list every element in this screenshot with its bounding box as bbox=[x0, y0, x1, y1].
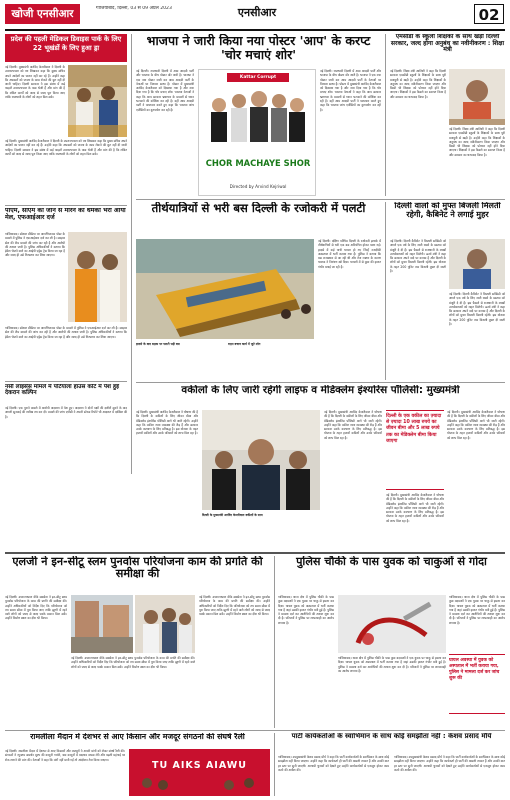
story-headline: पार्टी कार्यकर्ताओं के स्वाभिमान के साथ कोई समझौता नहीं : केशव प्रसाद मौर्य bbox=[291, 733, 492, 740]
poster-tag: Kattar Corrupt bbox=[227, 73, 289, 82]
story-headline: वकीलों के लिए जारी रहेगी लाइफ व मेडिक्लेम इंश्योरेंस पॉलिसी: मुख्यमंत्री bbox=[181, 385, 460, 396]
section-title: एनसीआर bbox=[237, 6, 277, 19]
divider bbox=[136, 199, 505, 200]
divider bbox=[5, 381, 127, 382]
story-headline: भाजपा ने जारी किया नया पोस्टर 'आप' के करप्ट 'चोर मचाएं शोर' bbox=[146, 34, 371, 62]
story-body: गाजियाबाद। सोशल मीडिया पर आपत्तिजनक पोस्ट के मामले में पुलिस ने एफआईआर दर्ज कर ली है। साइबर सेल की टीम मामले की जांच कर रही है और आरोपी की तलाश जारी है। पुलिस अधिकारियों ने बताया कि ईमेल भेजने वाले का आईपी एड्रेस ट्रेस किया जा रहा है और जल्द ही उसे गिरफ्तार कर लिया जाएगा। bbox=[5, 232, 65, 258]
story-body-continued: नई दिल्ली। शिक्षा मंत्री आतिशी ने कहा कि दिल्ली सरकार एमसीडी स्कूलों के शिक्षकों के साथ पूरी मजबूती से खड़ी है। उन्होंने कहा कि शिक्षकों के अनुबंध का जल्द नवीनीकरण किया जाएगा और किसी भी शिक्षक को परेशान नहीं होने दिया जाएगा। शिक्षकों ने इस फैसले का स्वागत किया है और सरकार का धन्यवाद किया है। bbox=[449, 127, 505, 157]
story-party-workers bbox=[278, 733, 505, 796]
story-body: नई दिल्ली। एक पुराने मामले में आरोपी अदालत में पेश हुए। अदालत ने दोनों पक्षों की दलीलें सुनने के बाद अगली सुनवाई की तारीख तय कर दी। मामले की जांच एजेंसी ने अपनी स्टेटस रिपोर्ट भी अदालत में दाखिल की है। bbox=[5, 406, 127, 419]
poster-title: CHOR MACHAYE SHOR bbox=[205, 158, 311, 168]
minister-photo bbox=[449, 239, 505, 289]
story-body: नई दिल्ली। शिक्षा मंत्री आतिशी ने कहा कि दिल्ली सरकार एमसीडी स्कूलों के शिक्षकों के साथ पूरी मजबूती से खड़ी है। उन्होंने कहा कि शिक्षकों के अनुबंध का जल्द नवीनीकरण किया जाएगा और किसी भी शिक्षक को परेशान नहीं होने दिया जाएगा। शिक्षकों ने इस फैसले का स्वागत किया है और सरकार का धन्यवाद किया है। bbox=[390, 69, 446, 99]
story-body: नई दिल्ली। राजधानी दिल्ली में आम आदमी पार्टी और भाजपा के बीच पोस्टर वॉर जारी है। भाजपा ने एक नया पोस्टर जारी कर आम आदमी पार्टी के नेताओं पर निशाना साधा है। पोस्टर में मुख्यमंत्री अरविंद केजरीवाल को दिखाया गया है और नारा दिया गया है कि चोर मचाए शोर। भाजपा नेताओं ने कहा कि आप सरकार भ्रष्टाचार के मामलों से ध्यान भटकाने की कोशिश कर रही है। वहीं आम आदमी पार्टी ने पलटवार करते हुए कहा कि भाजपा जांच एजेंसियों का दुरुपयोग कर रही है। bbox=[136, 69, 194, 112]
story-body-continued: गाजियाबाद। सोशल मीडिया पर आपत्तिजनक पोस्ट के मामले में पुलिस ने एफआईआर दर्ज कर ली है। साइबर सेल की टीम मामले की जांच कर रही है और आरोपी की तलाश जारी है। पुलिस अधिकारियों ने बताया कि ईमेल भेजने वाले का आईपी एड्रेस ट्रेस किया जा रहा है और जल्द ही उसे गिरफ्तार कर लिया जाएगा। bbox=[5, 326, 127, 339]
story-body-continued: नई दिल्ली। राजधानी दिल्ली में आम आदमी पार्टी और भाजपा के बीच पोस्टर वॉर जारी है। भाजपा ने एक नया पोस्टर जारी कर आम आदमी पार्टी के नेताओं पर निशाना साधा है। पोस्टर में मुख्यमंत्री अरविंद केजरीवाल को दिखाया गया है और नारा दिया गया है कि चोर मचाए शोर। भाजपा नेताओं ने कहा कि आप सरकार भ्रष्टाचार के मामलों से ध्यान भटकाने की कोशिश कर रही है। वहीं आम आदमी पार्टी ने पलटवार करते हुए कहा कि भाजपा जांच एजेंसियों का दुरुपयोग कर रही है। bbox=[320, 69, 381, 112]
story-slum-project bbox=[5, 556, 270, 728]
page-number: 02 bbox=[474, 4, 504, 24]
photo-caption-right: राहत बचाव कार्य में जुटे लोग bbox=[228, 342, 261, 346]
story-headline: एलजी ने इन-सीटू स्लम पुनर्वास परियोजना काम की प्रगति की समीक्षा की bbox=[12, 556, 263, 581]
story-free-electricity bbox=[390, 202, 505, 380]
story-body: नई दिल्ली। रामलीला मैदान में देशभर से आए किसानों और मजदूरों ने अपनी मांगों को लेकर संघर्ष रैली की। संगठनों ने न्यूनतम समर्थन मूल्य की कानूनी गारंटी, श्रम कानूनों में बदलाव वापस लेने और बढ़ती महंगाई पर रोक लगाने की मांग की। नेताओं ने कहा कि मांगें नहीं मानी गईं तो आंदोलन तेज किया जाएगा। bbox=[5, 749, 125, 762]
story-body: नई दिल्ली। दिल्ली कैबिनेट ने बिजली सब्सिडी को अगले एक वर्ष के लिए जारी रखने के प्रस्ताव को मंजूरी दे दी है। इस फैसले से राजधानी के लाखों उपभोक्ताओं को राहत मिलेगी। ऊर्जा मंत्री ने कहा कि सरकार अपने वादे पर कायम है और दिल्ली के लोगों को मुफ्त बिजली मिलती रहेगी। इस योजना के तहत 200 यूनिट तक बिजली मुफ्त दी जाती है। bbox=[390, 239, 446, 274]
lg-visit-photo bbox=[71, 595, 133, 653]
story-threat-mail bbox=[5, 208, 127, 380]
callout-box: घायल अवस्था में युवक को अस्पताल में भर्ती कराया गया, पुलिस ने मामला दर्ज कर जांच शुरू की bbox=[449, 654, 505, 714]
column-divider bbox=[131, 34, 132, 474]
lg-meeting-photo bbox=[135, 595, 195, 653]
story-police-stabbing bbox=[278, 556, 505, 728]
divider bbox=[5, 730, 505, 731]
brand-logo: खोजी एनसीआर bbox=[5, 4, 80, 24]
story-body: नई दिल्ली। उपराज्यपाल वीके सक्सेना ने इन-सीटू स्लम पुनर्वास परियोजना के काम की प्रगति की समीक्षा की। उन्होंने अधिकारियों को निर्देश दिए कि परियोजना को तय समय सीमा में पूरा किया जाए ताकि झुग्गी में रहने वाले लोगों को जल्द से जल्द पक्के मकान मिल सकें। उन्होंने निर्माण स्थल का दौरा भी किया। bbox=[5, 595, 67, 621]
rally-photo bbox=[129, 749, 270, 796]
story-lawyers-insurance bbox=[136, 385, 505, 550]
story-headline: तीर्थयात्रियों से भरी बस दिल्ली के रजोकरी में पलटी bbox=[151, 202, 366, 215]
pull-quote: दिल्ली के एक वकील का ज़्यादा से ज़्यादा 10 लाख रुपये का जीवन बीमा और 5 लाख रुपये तक का मेडिक्लेम बीमा किया जाएगा bbox=[386, 410, 444, 490]
story-body: नई दिल्ली। मुख्यमंत्री अरविंद केजरीवाल ने दिल्ली के उपराज्यपाल को पत्र लिखकर कहा कि मुख्य सचिव अपने आदेशों का पालन नहीं कर रहे हैं। उन्होंने कहा कि अफसरों को जनता के काम रोकने की छूट नहीं दी जानी चाहिए। दिल्ली सरकार ने इस संबंध में कई फाइलें उपराज्यपाल के पास भेजी हैं और मांग की है कि लंबित कार्यों को जल्द से जल्द पूरा किया जाए ताकि राजधानी के लोगों को राहत मिल सके। bbox=[5, 65, 65, 100]
photo-caption-left: हादसे के बाद सड़क पर पलटी पड़ी बस bbox=[136, 342, 180, 346]
story-farmers-rally bbox=[5, 733, 270, 796]
bjp-poster bbox=[198, 69, 316, 196]
divider bbox=[5, 552, 505, 554]
minister-photo bbox=[449, 69, 505, 125]
officials-photo bbox=[68, 232, 127, 322]
story-headline: प्रदेश की पहली मेडिकल डिवाइस पार्क के लिए 22 भूखंडों के लिए हुआ ड्रा bbox=[5, 34, 127, 62]
story-body-continued: गाजियाबाद। थाना क्षेत्र में पुलिस चौकी के पास कुछ बदमाशों ने एक युवक पर चाकू से हमला कर दिया। घायल युवक को अस्पताल में भर्ती कराया गया है जहां उसकी हालत गंभीर बनी हुई है। पुलिस ने मामला दर्ज कर आरोपियों की तलाश शुरू कर दी है। परिजनों ने पुलिस पर लापरवाही का आरोप लगाया है। bbox=[449, 595, 505, 625]
story-aap-poster bbox=[136, 34, 381, 196]
story-body-continued: नई दिल्ली। मुख्यमंत्री अरविंद केजरीवाल ने घोषणा की है कि दिल्ली के वकीलों के लिए जीवन बीमा और मेडिक्लेम इंश्योरेंस पॉलिसी आगे भी जारी रहेगी। उन्होंने कहा कि वकील न्याय व्यवस्था की रीढ़ हैं और सरकार उनके कल्याण के लिए प्रतिबद्ध है। इस योजना के तहत हजारों वकीलों और उनके परिवारों को लाभ मिल रहा है। bbox=[324, 410, 382, 440]
masthead-rule bbox=[5, 29, 505, 31]
rally-banner-text: TU AIKS AIAWU bbox=[152, 760, 247, 771]
story-headline: नर्सी लाइसेंस मामले में पटियाला हाउस कोर्ट में पेश हुई देकरान कल्पिन bbox=[5, 384, 119, 397]
story-body-continued: नई दिल्ली। दिल्ली कैबिनेट ने बिजली सब्सिडी को अगले एक वर्ष के लिए जारी रखने के प्रस्ताव को मंजूरी दे दी है। इस फैसले से राजधानी के लाखों उपभोक्ताओं को राहत मिलेगी। ऊर्जा मंत्री ने कहा कि सरकार अपने वादे पर कायम है और दिल्ली के लोगों को मुफ्त बिजली मिलती रहेगी। इस योजना के तहत 200 यूनिट तक बिजली मुफ्त दी जाती है। bbox=[449, 292, 505, 327]
story-court bbox=[5, 384, 127, 480]
story-body: नई दिल्ली। मुख्यमंत्री अरविंद केजरीवाल ने घोषणा की है कि दिल्ली के वकीलों के लिए जीवन बीमा और मेडिक्लेम इंश्योरेंस पॉलिसी आगे भी जारी रहेगी। उन्होंने कहा कि वकील न्याय व्यवस्था की रीढ़ हैं और सरकार उनके कल्याण के लिए प्रतिबद्ध है। इस योजना के तहत हजारों वकीलों और उनके परिवारों को लाभ मिल रहा है। bbox=[136, 410, 198, 436]
story-headline: दिल्ली वालों को मुफ्त बिजली मिलती रहेगी, कैबिनेट ने लगाई मुहर bbox=[394, 202, 501, 219]
poster-credit: Directed by Arvind Kejriwal bbox=[229, 184, 287, 189]
story-teachers bbox=[390, 34, 505, 196]
story-body-continued: नई दिल्ली। मुख्यमंत्री अरविंद केजरीवाल ने घोषणा की है कि दिल्ली के वकीलों के लिए जीवन बीमा और मेडिक्लेम इंश्योरेंस पॉलिसी आगे भी जारी रहेगी। उन्होंने कहा कि वकील न्याय व्यवस्था की रीढ़ हैं और सरकार उनके कल्याण के लिए प्रतिबद्ध है। इस योजना के तहत हजारों वकीलों और उनके परिवारों को लाभ मिल रहा है। bbox=[386, 493, 444, 523]
story-body-continued: नई दिल्ली। मुख्यमंत्री अरविंद केजरीवाल ने दिल्ली के उपराज्यपाल को पत्र लिखकर कहा कि मुख्य सचिव अपने आदेशों का पालन नहीं कर रहे हैं। उन्होंने कहा कि अफसरों को जनता के काम रोकने की छूट नहीं दी जानी चाहिए। दिल्ली सरकार ने इस संबंध में कई फाइलें उपराज्यपाल के पास भेजी हैं और मांग की है कि लंबित कार्यों को जल्द से जल्द पूरा किया जाए ताकि राजधानी के लोगों को राहत मिल सके। bbox=[5, 139, 127, 156]
story-headline: पीएम, सीएम को जान से मारने की धमकी भरा आया मेल, एफआईआर दर्ज bbox=[5, 208, 126, 221]
column-divider bbox=[385, 34, 386, 196]
story-body: गाजियाबाद। थाना क्षेत्र में पुलिस चौकी के पास कुछ बदमाशों ने एक युवक पर चाकू से हमला कर दिया। घायल युवक को अस्पताल में भर्ती कराया गया है जहां उसकी हालत गंभीर बनी हुई है। पुलिस ने मामला दर्ज कर आरोपियों की तलाश शुरू कर दी है। परिजनों ने पुलिस पर लापरवाही का आरोप लगाया है। bbox=[278, 595, 334, 625]
story-body: नई दिल्ली। दक्षिण पश्चिम दिल्ली के रजोकरी इलाके में तीर्थयात्रियों से भरी एक बस अनियंत्रित होकर पलट गई। हादसे में कई यात्री घायल हो गए जिन्हें नजदीकी अस्पताल में भर्ती कराया गया है। पुलिस ने बताया कि बस राजस्थान से आ रही थी और तेज रफ्तार के कारण चालक ने नियंत्रण खो दिया। घायलों में से कुछ की हालत गंभीर बताई जा रही है। bbox=[318, 239, 381, 269]
story-headline: एमसीडी के स्कूली शिक्षकों के साथ खड़ी दिल्ली सरकार, जल्द होगा अनुबंध का नवीनीकरण : शिक्षा मंत्री bbox=[390, 34, 505, 54]
column-divider bbox=[274, 556, 275, 728]
bus-accident-photo bbox=[136, 239, 314, 339]
cm-lawyers-photo bbox=[202, 410, 320, 510]
story-body-continued: नई दिल्ली। उपराज्यपाल वीके सक्सेना ने इन-सीटू स्लम पुनर्वास परियोजना के काम की प्रगति की समीक्षा की। उन्होंने अधिकारियों को निर्देश दिए कि परियोजना को तय समय सीमा में पूरा किया जाए ताकि झुग्गी में रहने वाले लोगों को जल्द से जल्द पक्के मकान मिल सकें। उन्होंने निर्माण स्थल का दौरा भी किया। bbox=[199, 595, 270, 617]
photo-caption: दिल्ली के मुख्यमंत्री अरविंद केजरीवाल वकीलों के साथ bbox=[202, 513, 263, 517]
story-headline: रामलीला मैदान में देशभर से आए किसान और मजदूर संगठनों की संघर्ष रैली bbox=[30, 733, 245, 741]
story-body-continued: नई दिल्ली। उपराज्यपाल वीके सक्सेना ने इन-सीटू स्लम पुनर्वास परियोजना के काम की प्रगति की समीक्षा की। उन्होंने अधिकारियों को निर्देश दिए कि परियोजना को तय समय सीमा में पूरा किया जाए ताकि झुग्गी में रहने वाले लोगों को जल्द से जल्द पक्के मकान मिल सकें। उन्होंने निर्माण स्थल का दौरा भी किया। bbox=[71, 656, 195, 669]
story-cm-protest bbox=[5, 34, 127, 204]
protest-photo bbox=[68, 65, 127, 137]
crime-scene-photo bbox=[338, 595, 446, 653]
story-body: गाजियाबाद। उपमुख्यमंत्री केशव प्रसाद मौर्य ने कहा कि पार्टी कार्यकर्ताओं के स्वाभिमान के साथ कोई समझौता नहीं किया जाएगा। उन्होंने कहा कि कार्यकर्ता ही पार्टी की असली ताकत हैं और उनकी बात हर स्तर पर सुनी जाएगी। आगामी चुनावों को देखते हुए उन्होंने कार्यकर्ताओं से एकजुट होकर काम करने की अपील की। bbox=[278, 755, 389, 772]
dateline: गाजियाबाद, दिल्ली, 03 से 09 अप्रैल 2023 bbox=[96, 6, 172, 11]
story-body-continued: गाजियाबाद। उपमुख्यमंत्री केशव प्रसाद मौर्य ने कहा कि पार्टी कार्यकर्ताओं के स्वाभिमान के साथ कोई समझौता नहीं किया जाएगा। उन्होंने कहा कि कार्यकर्ता ही पार्टी की असली ताकत हैं और उनकी बात हर स्तर पर सुनी जाएगी। आगामी चुनावों को देखते हुए उन्होंने कार्यकर्ताओं से एकजुट होकर काम करने की अपील की। bbox=[394, 755, 505, 772]
story-body-continued: गाजियाबाद। थाना क्षेत्र में पुलिस चौकी के पास कुछ बदमाशों ने एक युवक पर चाकू से हमला कर दिया। घायल युवक को अस्पताल में भर्ती कराया गया है जहां उसकी हालत गंभीर बनी हुई है। पुलिस ने मामला दर्ज कर आरोपियों की तलाश शुरू कर दी है। परिजनों ने पुलिस पर लापरवाही का आरोप लगाया है। bbox=[338, 656, 446, 673]
story-headline: पुलिस चौकी के पास युवक को चाकुओं से गोदा bbox=[296, 556, 487, 568]
masthead bbox=[0, 0, 510, 30]
divider bbox=[136, 382, 505, 383]
column-divider bbox=[274, 733, 275, 796]
column-divider bbox=[385, 202, 386, 380]
divider bbox=[5, 205, 127, 206]
story-body-continued: नई दिल्ली। मुख्यमंत्री अरविंद केजरीवाल ने घोषणा की है कि दिल्ली के वकीलों के लिए जीवन बीमा और मेडिक्लेम इंश्योरेंस पॉलिसी आगे भी जारी रहेगी। उन्होंने कहा कि वकील न्याय व्यवस्था की रीढ़ हैं और सरकार उनके कल्याण के लिए प्रतिबद्ध है। इस योजना के तहत हजारों वकीलों और उनके परिवारों को लाभ मिल रहा है। bbox=[447, 410, 505, 440]
story-pilgrim-bus bbox=[136, 202, 381, 380]
